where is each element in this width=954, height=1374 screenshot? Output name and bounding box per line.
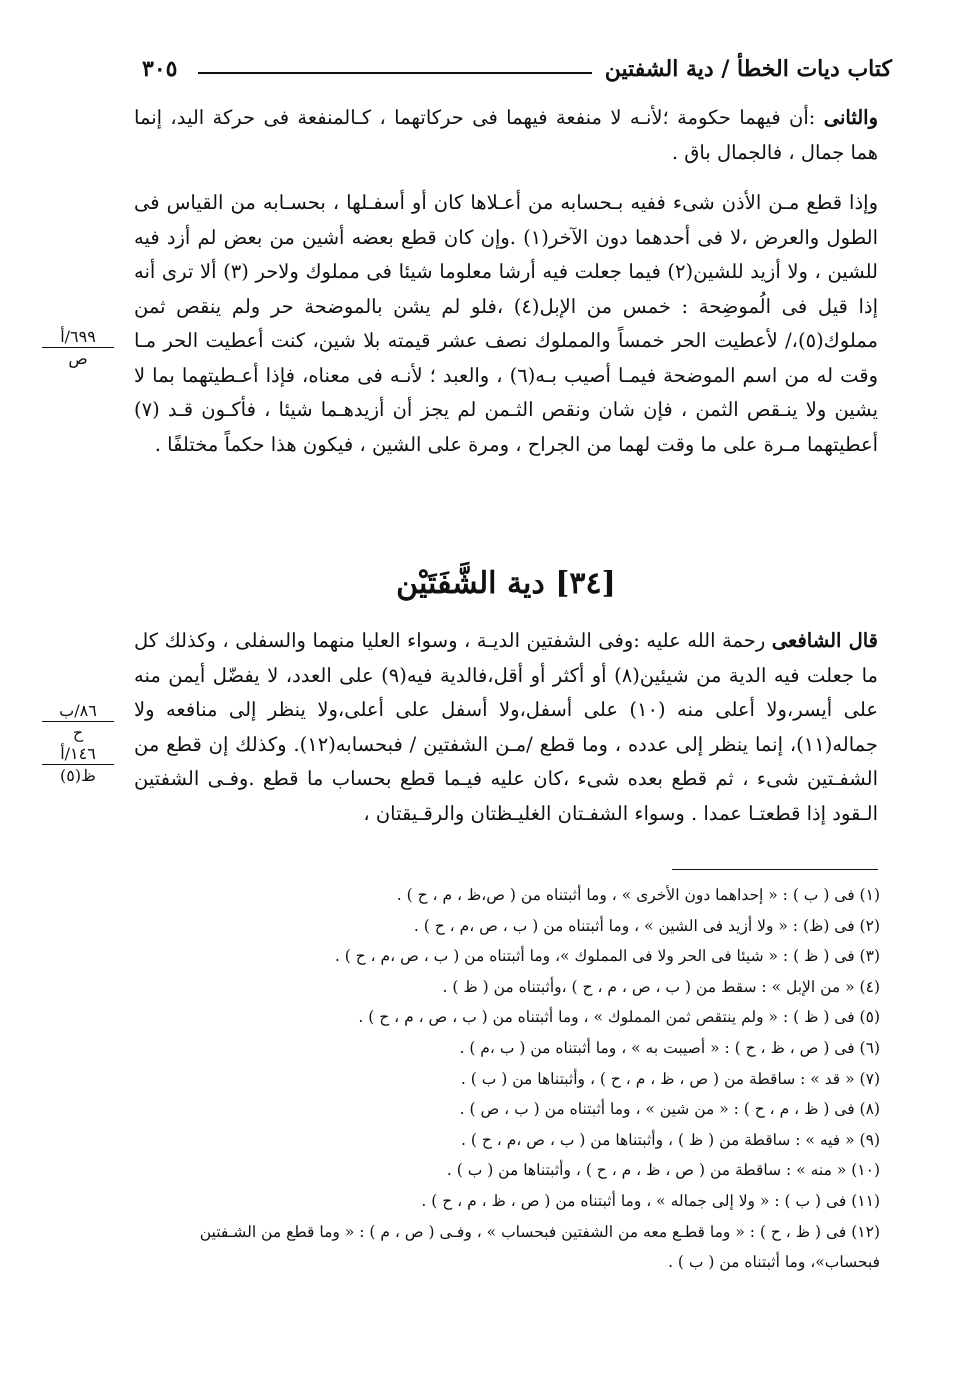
footnote: (٣) فى ( ظ ) : « شيئا فى الحر ولا فى المملوك »، وما أثبتناه من ( ب ، ص ،م ، ح ) . [334, 947, 880, 966]
margin-note-1-ref: ٦٩٩/أ [42, 326, 114, 348]
footnote: (٩) « فيه » : ساقطة من ( ظ ) ، وأثبتناها من ( ب ، ص ،م ، ح ) . [461, 1130, 880, 1149]
footnote: (٢) فى (ظ) : « ولا أزيد فى الشين » ، وما أثبتناه من ( ب ، ص ،م ، ح ) . [413, 916, 880, 935]
footnote: (٥) فى ( ظ ) : « ولم ينتقص ثمن المملوك » ، وما أثبتناه من ( ب ، ص ، م ، ح ) . [358, 1008, 880, 1027]
footnote: (١١) فى ( ب ) : « ولا إلى جماله » ، وما أثبتناه من ( ص ، ظ ، م ، ح ) . [421, 1191, 880, 1210]
margin-note-2-line: ح [72, 723, 84, 742]
running-title: كتاب ديات الخطأ / دية الشفتين [604, 56, 892, 82]
margin-note-2 [42, 700, 114, 786]
margin-note-1-ms: ص [68, 349, 88, 368]
paragraph-2-text: وإذا قطع مـن الأذن شىء ففيه بـحسابه من أعـلاها كان أو أسفـلها ، بحسـابه من القياس فى الطول والعرض ،لا فى أحدهما دون الآخر(١) .وإن كان قطع بعضه أشين من بعض لم أزد فيه للشين ، ولا أزيد للشين(٢) فيما جعلت فيه أرشا معلوما شيئا فى مملوك ولاحر (٣) ألا ترى أنه إذا قيل فى الُموضِحة : خمس من الإبل(٤) ،فلو لم يشن بالموضحة حر ولم ينقص ثمن مملوك(٥)،/ لأعطيت الحر خمساً والمملوك نصف عشر قيمته بلا شين، كنت أعطيت الحر مـا وقت له من اسم الموضحة فيمـا أصيب بـه(٦) ، والعبد ؛ لأنـه فى معناه، فإذا أعـطيتهما بما لا يشين ولا ينـقص الثمن ، فإن شان ونقص الثـمن لم يجز أن أزيدهـما شيئا ، فأكـون قـد (٧) أعطيتهما مـرة على ما وقت لهما من الجراح ، ومرة على الشين ، فيكون هذا حكماً مختلفًا . [134, 191, 878, 456]
margin-note-2-line: ١٤٦/أ [42, 743, 114, 765]
margin-note-2-line: ٨٦/ب [42, 700, 114, 722]
paragraph-3-lead: قال الشافعى [771, 629, 878, 652]
paragraph-3-text: رحمة الله عليه :وفى الشفتين الديـة ، وسواء العليا منهما والسفلى ، وكذلك كل ما جعلت فيه الدية من شيئين(٨) أو أكثر أو أقل،فالدية فيه(٩) على العدد، لا يفضّل أيمن منه على أيسر،ولا أعلى منه (١٠) على أسفل،ولا أسفل على أعلى،ولا ينظر إلى منافعه ولا جماله(١١)، إنما ينظر إلى عدده ، وما قطع /مـن الشفتين / فبحسابه(١٢). وكذلك إن قطع من الشفـتين شىء ، ثم قطع بعده شىء ،كان عليه فيـما قطع بحساب ما قطع .وفـى الشفتين الـقود إذا قطعتـا عمدا . وسواء الشفـتان الغليـظتان والرقـيقتان ، [134, 629, 878, 825]
footnote: (٧) « قد » : ساقطة من ( ص ، ظ ، م ، ح ) ، وأثبتناها من ( ب ) . [460, 1069, 880, 1088]
paragraph-1-lead: والثانى [823, 106, 878, 129]
header-rule [198, 72, 592, 74]
margin-note-2-line: ظ(٥) [60, 766, 96, 785]
paragraph-3 [134, 624, 878, 831]
paragraph-2 [134, 186, 878, 462]
paragraph-1-text: :أن فيهما حكومة ؛لأنـه لا منفعة فيهما فى حركاتهما ، كـالمنفعة فى حركة اليد، إنما هما جمال ، فالجمال باق . [134, 106, 878, 164]
paragraph-1 [134, 101, 878, 170]
footnote: (١) فى ( ب ) : « إحداهما دون الأخرى » ، وما أثبتناه من ( ص،ظ ، م ، ح ) . [396, 886, 880, 904]
section-heading: [٣٤] دية الشَّفَتَيْن [396, 566, 616, 601]
page-number: ٣٠٥ [142, 56, 178, 82]
footnote: (٨) فى ( ظ ، م ، ح ) : « من شين » ، وما أثبتناه من ( ب ، ص ) . [459, 1100, 880, 1119]
footnotes [128, 880, 880, 1278]
footnote-rule [672, 869, 878, 870]
footnote: (٦) فى ( ص ، ظ ، ح ) : « أصيبت به » ، وما أثبتناه من ( ب ،م ) . [459, 1038, 880, 1057]
footnote: (٤) « من الإبل » : سقط من ( ب ، ص ، م ، ح ) ،وأثبتناه من ( ظ ) . [442, 977, 880, 996]
footnote: (١٠) « منه » : ساقطة من ( ص ، ظ ، م ، ح ) ، وأثبتناها من ( ب ) . [446, 1161, 880, 1180]
footnote: (١٢) فى ( ظ ، ح ) : « وما قطـع معه من الشفتين فبحساب » ، وفـى ( ص ، م ) : « وما قطع من الشـفتين فبحساب»، وما أثبتناه من ( ب ) . [199, 1222, 880, 1272]
margin-note-1 [42, 326, 114, 369]
page-header [120, 54, 892, 94]
